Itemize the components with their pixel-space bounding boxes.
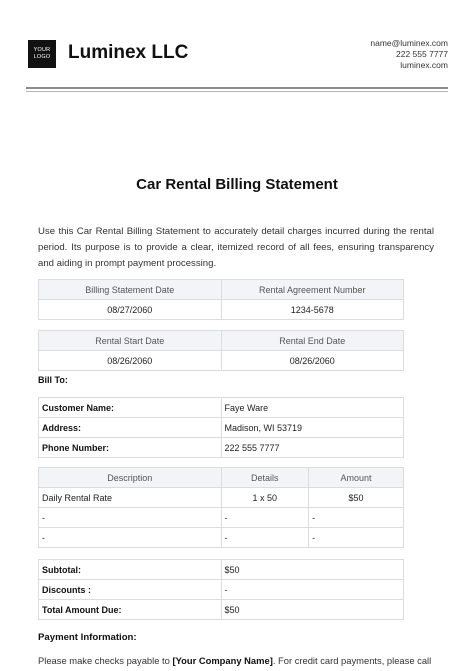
contact-phone: 222 555 7777	[396, 49, 448, 59]
table-row	[39, 418, 404, 438]
intro-paragraph: Use this Car Rental Billing Statement to accurately detail charges incurred during the rental period. Its purpose is to provide a clear, itemized record of all fees, ensuring transparency and aiding in prompt payment processing.	[38, 226, 434, 269]
field-value: 222 555 7777	[221, 438, 404, 458]
logo-text-line1: YOUR	[33, 47, 51, 53]
field-label: Phone Number:	[39, 438, 222, 458]
charge-amount: $50	[309, 488, 404, 508]
table-header: Description	[39, 468, 222, 488]
field-label: Address:	[39, 418, 222, 438]
total-label: Discounts :	[39, 580, 222, 600]
bill-to-label: Bill To:	[38, 375, 68, 385]
contact-info	[370, 38, 448, 71]
total-value: $50	[221, 560, 404, 580]
letterhead	[28, 40, 448, 70]
total-label: Subtotal:	[39, 560, 222, 580]
charges-table	[38, 467, 404, 548]
payment-text	[38, 655, 438, 666]
charge-description: -	[39, 528, 222, 548]
total-value: $50	[221, 600, 404, 620]
header-divider	[26, 87, 448, 89]
table-row	[39, 508, 404, 528]
payment-text-after: . For credit card payments, please call	[272, 655, 432, 666]
total-value: -	[221, 580, 404, 600]
charge-details: 1 x 50	[221, 488, 309, 508]
table-header: Rental Agreement Number	[221, 280, 404, 300]
table-row	[39, 438, 404, 458]
payment-heading: Payment Information:	[38, 632, 137, 643]
rental-dates-table	[38, 330, 404, 371]
totals-table	[38, 559, 404, 620]
table-cell: 08/27/2060	[39, 300, 222, 320]
table-row	[39, 580, 404, 600]
table-header: Rental Start Date	[39, 331, 222, 351]
table-cell: 08/26/2060	[221, 351, 404, 371]
charge-details: -	[221, 528, 309, 548]
table-header: Rental End Date	[221, 331, 404, 351]
total-label: Total Amount Due:	[39, 600, 222, 620]
bill-to-table	[38, 397, 404, 458]
statement-info-table	[38, 279, 404, 320]
table-row	[39, 600, 404, 620]
field-label: Customer Name:	[39, 398, 222, 418]
charge-description: Daily Rental Rate	[39, 488, 222, 508]
charge-details: -	[221, 508, 309, 528]
company-name: Luminex LLC	[68, 42, 189, 63]
company-placeholder: [Your Company Name]	[172, 655, 273, 666]
field-value: Faye Ware	[221, 398, 404, 418]
document-title: Car Rental Billing Statement	[136, 176, 338, 193]
table-header: Amount	[309, 468, 404, 488]
table-cell: 1234-5678	[221, 300, 404, 320]
charge-description: -	[39, 508, 222, 528]
logo-text-line2: LOGO	[33, 54, 51, 60]
contact-website: luminex.com	[400, 60, 448, 70]
table-cell: 08/26/2060	[39, 351, 222, 371]
table-row	[39, 528, 404, 548]
payment-text-before: Please make checks payable to	[38, 655, 173, 666]
charge-amount: -	[309, 508, 404, 528]
table-header: Billing Statement Date	[39, 280, 222, 300]
contact-email: name@luminex.com	[370, 38, 448, 48]
header-divider-thin	[26, 91, 448, 92]
company-logo	[28, 40, 56, 68]
table-header: Details	[221, 468, 309, 488]
field-value: Madison, WI 53719	[221, 418, 404, 438]
charge-amount: -	[309, 528, 404, 548]
table-row	[39, 398, 404, 418]
table-row	[39, 488, 404, 508]
table-row	[39, 560, 404, 580]
